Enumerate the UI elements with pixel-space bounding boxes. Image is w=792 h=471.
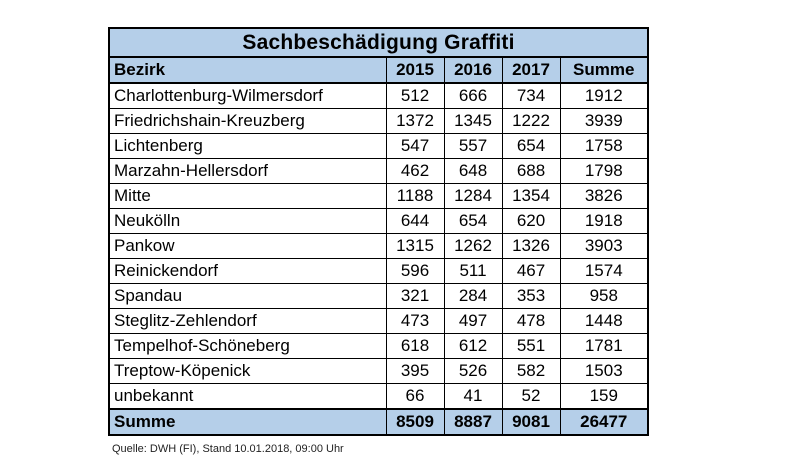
cell-2017: 620 [502, 209, 560, 234]
table-row [109, 184, 648, 209]
cell-2015: 1188 [386, 184, 444, 209]
cell-2017: 478 [502, 309, 560, 334]
cell-2016: 612 [444, 334, 502, 359]
table-title: Sachbeschädigung Graffiti [109, 28, 648, 57]
cell-summe: 1798 [560, 159, 648, 184]
source-note: Quelle: DWH (FI), Stand 10.01.2018, 09:00 Uhr [112, 443, 344, 455]
cell-2017: 688 [502, 159, 560, 184]
header-2015: 2015 [386, 57, 444, 83]
total-2017: 9081 [502, 409, 560, 435]
cell-bezirk: Charlottenburg-Wilmersdorf [109, 83, 386, 109]
cell-summe: 958 [560, 284, 648, 309]
cell-2016: 1262 [444, 234, 502, 259]
cell-2015: 473 [386, 309, 444, 334]
graffiti-table [108, 27, 649, 436]
table-body [109, 83, 648, 409]
cell-2015: 547 [386, 134, 444, 159]
cell-2017: 734 [502, 83, 560, 109]
cell-2015: 395 [386, 359, 444, 384]
cell-bezirk: Marzahn-Hellersdorf [109, 159, 386, 184]
total-row [109, 409, 648, 435]
table-row [109, 259, 648, 284]
cell-2015: 66 [386, 384, 444, 410]
table-row [109, 109, 648, 134]
cell-2016: 648 [444, 159, 502, 184]
cell-bezirk: Steglitz-Zehlendorf [109, 309, 386, 334]
total-2015: 8509 [386, 409, 444, 435]
table-row [109, 284, 648, 309]
cell-2015: 596 [386, 259, 444, 284]
cell-2016: 497 [444, 309, 502, 334]
cell-2017: 52 [502, 384, 560, 410]
cell-summe: 3939 [560, 109, 648, 134]
table-row [109, 234, 648, 259]
cell-bezirk: Treptow-Köpenick [109, 359, 386, 384]
header-summe: Summe [560, 57, 648, 83]
cell-2016: 1345 [444, 109, 502, 134]
cell-bezirk: Mitte [109, 184, 386, 209]
cell-2016: 666 [444, 83, 502, 109]
cell-2016: 654 [444, 209, 502, 234]
cell-bezirk: Friedrichshain-Kreuzberg [109, 109, 386, 134]
table-row [109, 334, 648, 359]
cell-bezirk: Pankow [109, 234, 386, 259]
cell-2015: 1372 [386, 109, 444, 134]
cell-summe: 1912 [560, 83, 648, 109]
cell-summe: 159 [560, 384, 648, 410]
cell-summe: 3903 [560, 234, 648, 259]
total-2016: 8887 [444, 409, 502, 435]
cell-bezirk: Lichtenberg [109, 134, 386, 159]
cell-summe: 1758 [560, 134, 648, 159]
cell-2016: 41 [444, 384, 502, 410]
table-row [109, 159, 648, 184]
header-bezirk: Bezirk [109, 57, 386, 83]
cell-2017: 1326 [502, 234, 560, 259]
cell-2016: 284 [444, 284, 502, 309]
cell-2017: 467 [502, 259, 560, 284]
cell-2017: 551 [502, 334, 560, 359]
cell-2015: 618 [386, 334, 444, 359]
cell-summe: 1574 [560, 259, 648, 284]
cell-summe: 1918 [560, 209, 648, 234]
cell-2015: 644 [386, 209, 444, 234]
cell-2015: 462 [386, 159, 444, 184]
cell-2017: 654 [502, 134, 560, 159]
cell-2017: 1354 [502, 184, 560, 209]
cell-bezirk: Neukölln [109, 209, 386, 234]
cell-summe: 1448 [560, 309, 648, 334]
table-row [109, 209, 648, 234]
total-summe: 26477 [560, 409, 648, 435]
header-2016: 2016 [444, 57, 502, 83]
cell-2017: 1222 [502, 109, 560, 134]
cell-2015: 512 [386, 83, 444, 109]
table-row [109, 384, 648, 410]
cell-bezirk: unbekannt [109, 384, 386, 410]
table-row [109, 83, 648, 109]
header-2017: 2017 [502, 57, 560, 83]
cell-2016: 1284 [444, 184, 502, 209]
table-row [109, 309, 648, 334]
cell-2015: 1315 [386, 234, 444, 259]
cell-2016: 511 [444, 259, 502, 284]
table-row [109, 359, 648, 384]
cell-summe: 1781 [560, 334, 648, 359]
cell-summe: 3826 [560, 184, 648, 209]
cell-2017: 582 [502, 359, 560, 384]
table-row [109, 134, 648, 159]
cell-2017: 353 [502, 284, 560, 309]
total-label: Summe [109, 409, 386, 435]
cell-2016: 557 [444, 134, 502, 159]
cell-2015: 321 [386, 284, 444, 309]
header-row [109, 57, 648, 83]
cell-2016: 526 [444, 359, 502, 384]
cell-bezirk: Tempelhof-Schöneberg [109, 334, 386, 359]
cell-summe: 1503 [560, 359, 648, 384]
cell-bezirk: Spandau [109, 284, 386, 309]
cell-bezirk: Reinickendorf [109, 259, 386, 284]
